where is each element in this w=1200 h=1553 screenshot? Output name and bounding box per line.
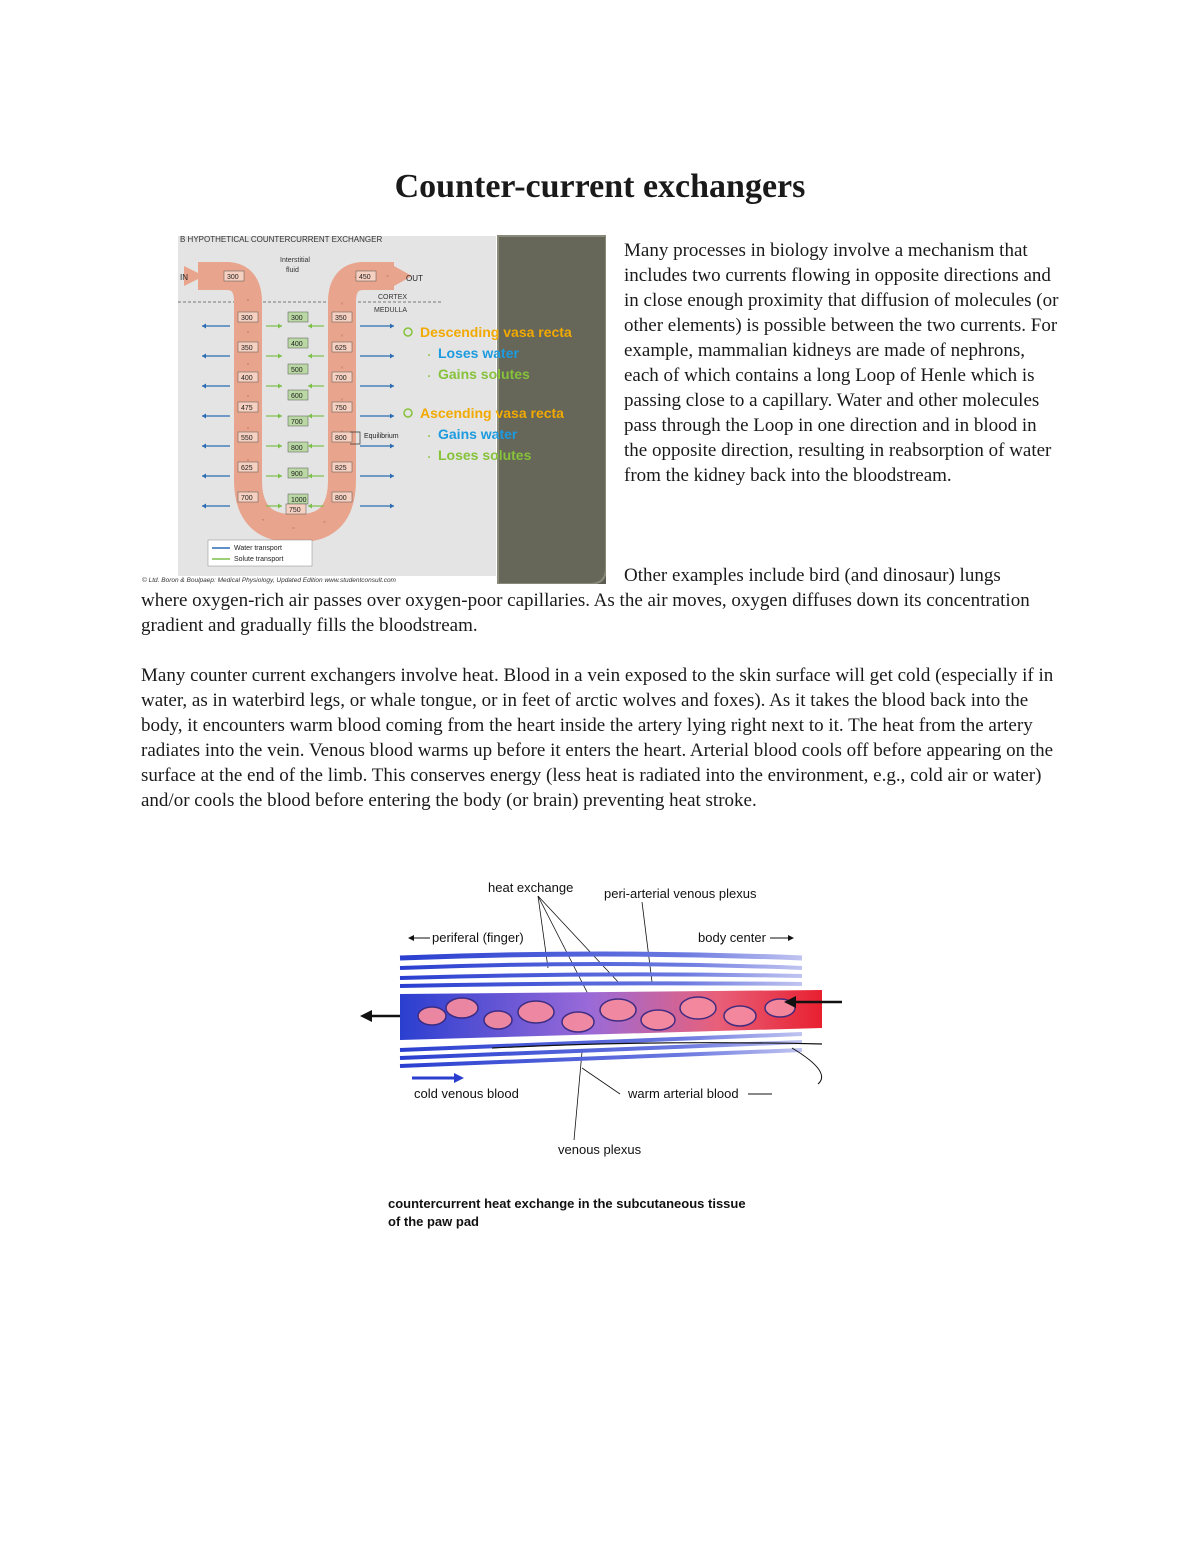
right-column-value: 625 (335, 345, 347, 352)
svg-text:•: • (428, 434, 431, 440)
cortex-label: CORTEX (378, 294, 408, 301)
heat-exchange-figure (352, 872, 862, 1242)
cold-venous-label: cold venous blood (414, 1086, 519, 1101)
middle-column-value: 400 (291, 341, 303, 348)
cold-venous-arrow (454, 1073, 464, 1083)
peri-arterial-label: peri-arterial venous plexus (604, 886, 757, 901)
outflow-arrow (360, 1010, 372, 1022)
medulla-label: MEDULLA (374, 307, 408, 314)
right-column-value: 350 (335, 315, 347, 322)
in-value: 300 (227, 274, 239, 281)
out-value: 450 (359, 274, 371, 281)
interstitial-label: Interstitial (280, 257, 310, 264)
descending-loses-water: Loses water (438, 345, 519, 361)
right-column-value: 800 (335, 435, 347, 442)
right-column-value: 800 (335, 495, 347, 502)
left-column-value: 625 (241, 465, 253, 472)
figure-heading: B HYPOTHETICAL COUNTERCURRENT EXCHANGER (180, 235, 383, 244)
fluid-label: fluid (286, 267, 299, 274)
ascending-title: Ascending vasa recta (420, 405, 564, 421)
figure-credit: © Ltd. Boron & Boulpaep: Medical Physiology, Updated Edition www.studentconsult.com (142, 577, 396, 584)
heat-exchange-label: heat exchange (488, 880, 574, 895)
svg-text:•: • (428, 455, 431, 461)
figure-caption-line2: of the paw pad (388, 1214, 479, 1229)
left-column-value: 400 (241, 375, 253, 382)
left-column-value: 300 (241, 315, 253, 322)
middle-column-value: 800 (291, 445, 303, 452)
out-label: OUT (406, 274, 423, 283)
venous-plexus-label: venous plexus (558, 1142, 642, 1157)
right-column-value: 825 (335, 465, 347, 472)
countercurrent-exchanger-figure (142, 228, 606, 584)
descending-gains-solutes: Gains solutes (438, 366, 530, 382)
figure-caption-line1: countercurrent heat exchange in the subcutaneous tissue (388, 1196, 746, 1211)
left-column-value: 550 (241, 435, 253, 442)
middle-column-value: 700 (291, 419, 303, 426)
legend-solute: Solute transport (234, 556, 284, 563)
paragraph-lungs-start: Other examples include bird (and dinosaur) lungs (624, 565, 1001, 586)
svg-text:•: • (428, 374, 431, 380)
middle-column-value: 600 (291, 393, 303, 400)
middle-column-value: 300 (291, 315, 303, 322)
ascending-gains-water: Gains water (438, 426, 518, 442)
in-label: IN (180, 273, 188, 282)
middle-column-value: 500 (291, 367, 303, 374)
paragraph-heat: Many counter current exchangers involve heat. Blood in a vein exposed to the skin surface will get cold (especially if in water, as in waterbird legs, or whale tongue, or in feet of arctic wolves and foxes). As it takes the blood back into the body, it encounters warm blood coming from the heart inside the artery lying right next to it. The heat from the artery radiates into the vein. Venous blood warms up before it enters the heart. Arterial blood cools off before appearing on the surface at the end of the limb. This conserves energy (less heat is radiated into the environment, e.g., cold air or water) and/or cools the blood before entering the body (or brain) preventing heat stroke. (141, 665, 1054, 811)
left-column-value: 700 (241, 495, 253, 502)
bottom-value: 750 (289, 507, 301, 514)
paragraph-intro: Many processes in biology involve a mechanism that includes two currents flowing in opposite directions and in close enough proximity that diffusion of molecules (or other elements) is possible between the two currents. For example, mammalian kidneys are made of nephrons, each of which contains a long Loop of Henle which is passing close to a capillary. Water and other molecules pass through the Loop in one direction and in blood in the opposite direction, resulting in reabsorption of water from the kidney back into the bloodstream. (624, 240, 1059, 486)
legend-water: Water transport (234, 545, 282, 552)
left-column-value: 475 (241, 405, 253, 412)
ascending-loses-solutes: Loses solutes (438, 447, 532, 463)
page-title: Counter-current exchangers (394, 168, 806, 205)
descending-title: Descending vasa recta (420, 324, 572, 340)
body-center-label: body center (698, 930, 766, 945)
equilibrium-label: Equilibrium (364, 433, 399, 440)
periferal-label: periferal (finger) (432, 930, 524, 945)
right-column-value: 700 (335, 375, 347, 382)
svg-text:•: • (428, 353, 431, 359)
warm-arterial-label: warm arterial blood (628, 1086, 739, 1101)
left-column-value: 350 (241, 345, 253, 352)
vessel-bundle (400, 954, 822, 1066)
right-column-value: 750 (335, 405, 347, 412)
middle-column-value: 900 (291, 471, 303, 478)
middle-column-value: 1000 (291, 497, 307, 504)
paragraph-lungs-rest: where oxygen-rich air passes over oxygen-poor capillaries. As the air moves, oxygen diffuses down its concentration gradient and gradually fills the bloodstream. (141, 590, 1030, 636)
